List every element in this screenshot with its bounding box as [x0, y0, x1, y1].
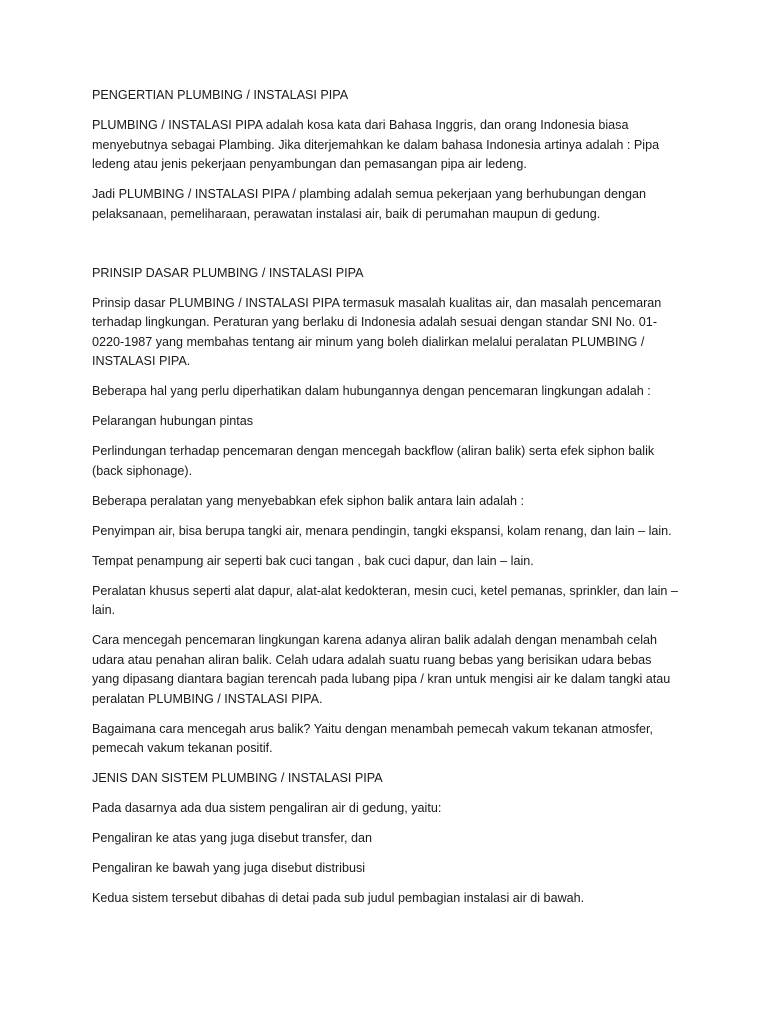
paragraph: Prinsip dasar PLUMBING / INSTALASI PIPA termasuk masalah kualitas air, dan masalah pencemaran terhadap lingkungan. Peraturan yang berlaku di Indonesia adalah sesuai dengan standar SNI No. 01-0220-1987 yang membahas tentang air minum yang boleh dialirkan melalui peralatan PLUMBING / INSTALASI PIPA.	[92, 295, 662, 368]
paragraph: Perlindungan terhadap pencemaran dengan mencegah backflow (aliran balik) serta efek siphon balik (back siphonage).	[92, 444, 655, 478]
paragraph: Tempat penampung air seperti bak cuci tangan , bak cuci dapur, dan lain – lain.	[92, 553, 534, 568]
section-heading: PENGERTIAN PLUMBING / INSTALASI PIPA	[92, 88, 349, 102]
paragraph: PLUMBING / INSTALASI PIPA adalah kosa kata dari Bahasa Inggris, dan orang Indonesia biasa menyebutnya sebagai Plambing. Jika diterjemahkan ke dalam bahasa Indonesia artinya adalah : Pipa ledeng atau jenis pekerjaan penyambungan dan pemasangan pipa air ledeng.	[92, 118, 660, 171]
section-heading: JENIS DAN SISTEM PLUMBING / INSTALASI PIPA	[92, 771, 383, 785]
paragraph: Pada dasarnya ada dua sistem pengaliran air di gedung, yaitu:	[92, 801, 442, 815]
paragraph: Cara mencegah pencemaran lingkungan karena adanya aliran balik adalah dengan menambah celah udara atau penahan aliran balik. Celah udara adalah suatu ruang bebas yang berisikan udara bebas yang dipasang diantara bagian terencah pada lubang pipa / kran untuk mengisi air ke dalam tangki atau peralatan PLUMBING / INSTALASI PIPA.	[92, 633, 671, 706]
document-page	[92, 86, 682, 919]
paragraph: Peralatan khusus seperti alat dapur, alat-alat kedokteran, mesin cuci, ketel pemanas, sprinkler, dan lain – lain.	[92, 583, 678, 617]
paragraph: Beberapa hal yang perlu diperhatikan dalam hubungannya dengan pencemaran lingkungan adalah :	[92, 384, 651, 398]
blank-line	[92, 235, 682, 264]
paragraph: Pengaliran ke atas yang juga disebut transfer, dan	[92, 831, 373, 845]
paragraph: Beberapa peralatan yang menyebabkan efek siphon balik antara lain adalah :	[92, 493, 524, 508]
paragraph: Pelarangan hubungan pintas	[92, 414, 254, 428]
paragraph: Kedua sistem tersebut dibahas di detai pada sub judul pembagian instalasi air di bawah.	[92, 891, 585, 905]
section-heading: PRINSIP DASAR PLUMBING / INSTALASI PIPA	[92, 265, 364, 280]
paragraph: Bagaimana cara mencegah arus balik? Yaitu dengan menambah pemecah vakum tekanan atmosfer, pemecah vakum tekanan positif.	[92, 721, 653, 755]
paragraph: Pengaliran ke bawah yang juga disebut distribusi	[92, 861, 366, 875]
paragraph: Jadi PLUMBING / INSTALASI PIPA / plambing adalah semua pekerjaan yang berhubungan dengan pelaksanaan, pemeliharaan, perawatan instalasi air, baik di perumahan maupun di gedung.	[92, 187, 646, 221]
paragraph: Penyimpan air, bisa berupa tangki air, menara pendingin, tangki ekspansi, kolam renang, dan lain – lain.	[92, 523, 672, 538]
